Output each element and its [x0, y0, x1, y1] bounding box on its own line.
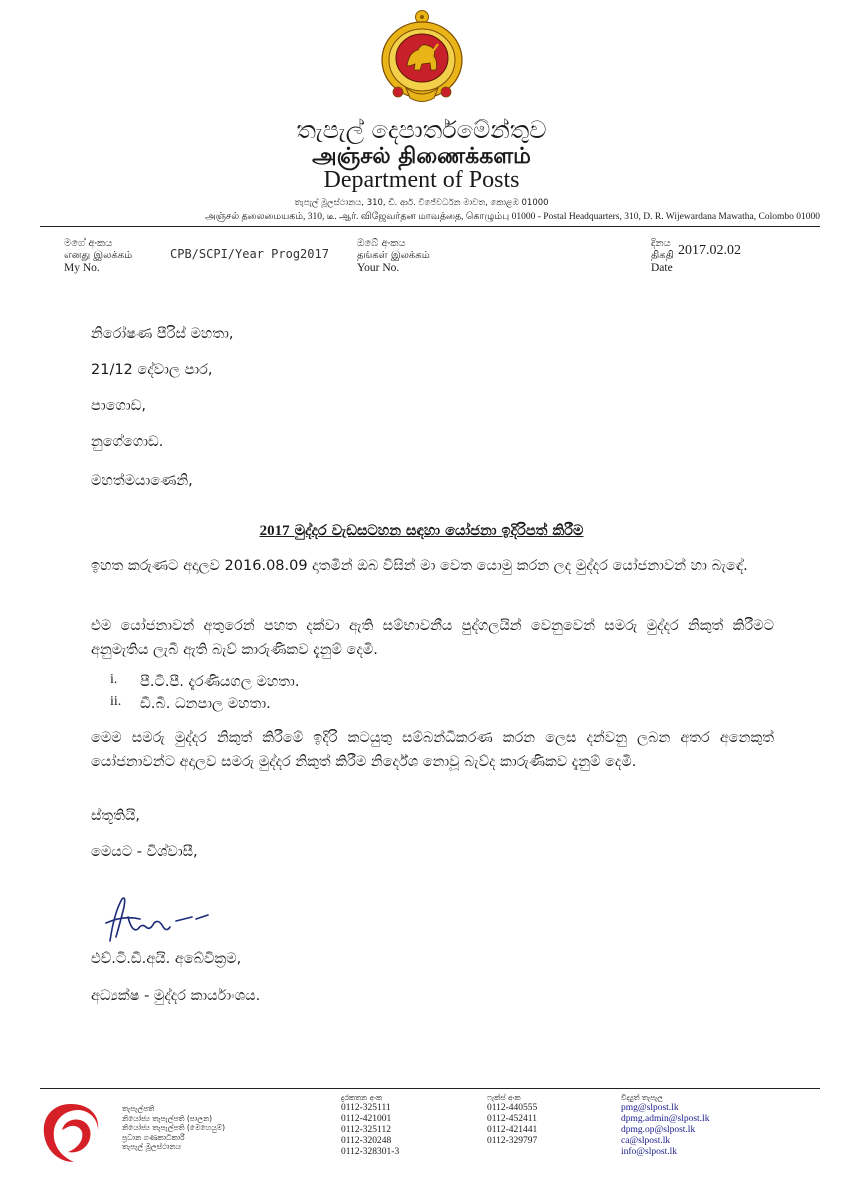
email-link[interactable]: dpmg.admin@slpost.lk	[621, 1113, 710, 1124]
faithfully-text: මෙයට - විශ්වාසී,	[91, 844, 198, 860]
subject-text: මුද්දර වැඩසටහන සඳහා යෝජනා ඉදිරිපත් කිරීම	[294, 523, 584, 539]
my-no-label-ta: எனது இலக்கம்	[64, 250, 133, 261]
office-line: තැපැල්පති	[122, 1104, 155, 1113]
office-line: ප්‍රධාන ගණකාධිකාරී	[122, 1132, 185, 1142]
footer-email	[621, 1093, 709, 1158]
telephone-number: 0112-328301-3	[341, 1146, 400, 1157]
body-paragraph-2: එම යෝජනාවන් අතුරෙන් පහත දක්වා ඇති සම්භාවනීය පුද්ගලයින් වෙනුවෙන් සමරු මුද්දර නිකුත් කිරීමට අනුමැතිය ලැබී ඇති බැව් කාරුණිකව දැනුම් දෙමි.	[91, 618, 774, 658]
my-no-block	[64, 238, 132, 275]
telephone-label: දුරකතන අංක	[341, 1093, 383, 1102]
department-name-tamil: அஞ்சல் திணைக்களம்	[312, 144, 531, 169]
list-item-text: ඩී.බී. ධනපාල මහතා.	[140, 696, 271, 712]
recipient-line: නුගේගොඩ.	[91, 434, 164, 450]
your-no-label-en: Your No.	[357, 262, 400, 274]
office-line: නියෝජ්‍ය තැපැල්පති (පාලන)	[122, 1113, 213, 1123]
salutation: මහත්මයාණෙනි,	[91, 473, 193, 489]
signatory-name: එච්.ටී.ඩී.අයි. අබේවික්‍රම,	[91, 951, 242, 967]
email-label: විද්‍යුත් තැපැල	[621, 1093, 663, 1102]
recipient-address	[91, 316, 234, 460]
recipient-line: 21/12 දේවාල පාර,	[91, 362, 213, 378]
email-link[interactable]: info@slpost.lk	[621, 1146, 677, 1157]
email-link[interactable]: dpmg.op@slpost.lk	[621, 1124, 696, 1135]
telephone-number: 0112-325112	[341, 1124, 391, 1135]
your-no-block	[357, 238, 430, 275]
my-no-label-en: My No.	[64, 262, 100, 274]
date-label-ta: திகதி	[651, 250, 674, 261]
sri-lanka-emblem-icon	[376, 8, 468, 108]
your-no-label-si: ඔබේ අංකය	[357, 238, 406, 249]
subject-heading	[260, 523, 584, 539]
office-line: තැපැල් මූලස්ථානය	[122, 1142, 181, 1151]
address-tamil-english: அஞ்சல் தலைமையகம், 310, டீ. ஆர். விஜேவர்தன மாவத்தை, கொழும்பு 01000 - Postal Headquarters, 310, D. R. Wijewardana Mawatha, Colombo 01000	[205, 212, 820, 222]
date-label-si: දිනය	[651, 238, 671, 249]
department-name-english: Department of Posts	[323, 167, 520, 193]
office-line: නියෝජ්‍ය තැපැල්පති (මෙහෙයුම්)	[122, 1123, 226, 1132]
my-no-label-si: මගේ අංකය	[64, 238, 113, 249]
address-sinhala: තැපැල් මූලස්ථානය, 310, ඩී. ආර්. විජේවර්ධන මාවත, කොළඹ 01000	[294, 198, 549, 208]
date-value: 2017.02.02	[678, 243, 741, 258]
signature-mark	[96, 893, 226, 945]
subject-year: 2017	[259, 523, 290, 539]
email-link[interactable]: ca@slpost.lk	[621, 1135, 671, 1146]
list-item-text: පී.ටී.පී. දැරණියගල මහතා.	[140, 674, 300, 690]
subject-line	[0, 520, 843, 540]
recipient-line: නිරෝෂණ පීරිස් මහතා,	[91, 326, 234, 342]
fax-label: ෆැක්ස් අංක	[487, 1093, 521, 1102]
list-item-number: i.	[110, 672, 118, 687]
telephone-number: 0112-421001	[341, 1113, 392, 1124]
my-no-value: CPB/SCPI/Year Prog2017	[170, 247, 329, 261]
header-rule	[40, 226, 820, 227]
footer-rule	[40, 1088, 820, 1089]
footer-offices	[122, 1104, 225, 1152]
fax-number: 0112-452411	[487, 1113, 537, 1124]
telephone-number: 0112-320248	[341, 1135, 392, 1146]
sri-lanka-post-logo-icon	[38, 1100, 104, 1166]
fax-number: 0112-440555	[487, 1102, 538, 1113]
fax-number: 0112-329797	[487, 1135, 538, 1146]
telephone-number: 0112-325111	[341, 1102, 391, 1113]
date-label-en: Date	[651, 262, 673, 274]
your-no-label-ta: தங்கள் இலக்கம்	[357, 250, 430, 261]
closing-paragraph: මෙම සමරු මුද්දර නිකුත් කිරීමේ ඉදිරි කටයුතු සම්බන්ධීකරණ කරන ලෙස දන්වනු ලබන අතර අනෙකුත් යෝජනාවන්ට අදාලව සමරු මුද්දර නිකුත් කිරීම නිර්දේශ නොවූ බැව්ද කාරුණිකව දැනුම් දෙමි.	[91, 730, 774, 770]
date-block	[651, 238, 674, 275]
recipient-line: පාගොඩ,	[91, 398, 146, 414]
footer-fax	[487, 1093, 537, 1147]
email-link[interactable]: pmg@slpost.lk	[621, 1102, 679, 1113]
footer-telephone	[341, 1093, 399, 1158]
body-paragraph-1: ඉහත කරුණට අදාලව 2016.08.09 දාතමින් ඔබ විසින් මා වෙත යොමු කරන ලද මුද්දර යෝජනාවන් හා බැඳේ.	[91, 558, 748, 574]
fax-number: 0112-421441	[487, 1124, 538, 1135]
department-name-sinhala: තැපැල් දෙපාර්තමේන්තුව	[296, 116, 547, 144]
signatory-title: අධ්‍යක්ෂ - මුද්දර කාර්යාංශය.	[91, 988, 261, 1004]
list-item-number: ii.	[110, 694, 122, 709]
thanks-text: ස්තූතියි,	[91, 808, 141, 824]
